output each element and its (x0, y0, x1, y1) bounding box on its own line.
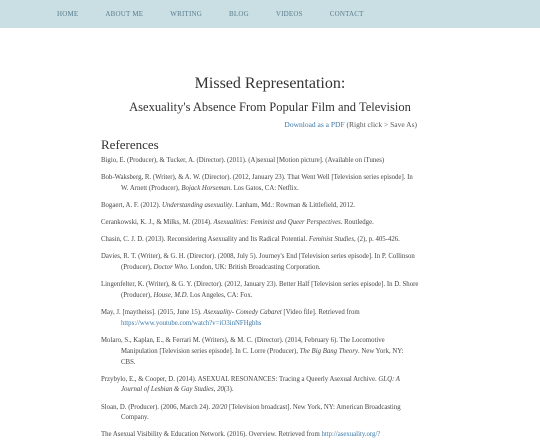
reference-link[interactable]: https://www.youtube.com/watch?v=iO3inNFHgbhs (121, 319, 262, 327)
reference-item: Davies, R. T. (Writer), & G. H. (Director). (2008, July 5). Journey's End [Television series episode]. In P. Collinson (Producer), Doctor Who. London, UK: British Broadcasting Corporation. (101, 253, 415, 272)
reference-item: Sloan, D. (Producer). (2006, March 24). 20/20 [Television broadcast]. New York, NY: American Broadcasting Company. (101, 403, 401, 422)
pdf-save-note: (Right click > Save As) (346, 120, 417, 129)
reference-item: May, J. [maytheiss]. (2015, June 15). Asexuality- Comedy Cabaret [Video file]. Retrieved from https://www.youtube.com/watch?v=iO3inNFHgbhs (101, 309, 360, 327)
reference-item: Bigio, E. (Producer), & Tucker, A. (Director). (2011). (A)sexual [Motion picture]. (Available on iTunes) (101, 157, 385, 164)
nav-blog-link[interactable]: BLOG (229, 10, 249, 18)
reference-item: Bob-Waksberg, R. (Writer), & A. W. (Director). (2012, January 23). That Went Well [Television series episode]. In W. Arnett (Producer), Bojack Horseman. Los Gatos, CA: Netflix. (101, 174, 413, 192)
nav-about-me-link[interactable]: ABOUT ME (105, 10, 144, 18)
reference-item: The Asexual Visibility & Education Network. (2016). Overview. Retrieved from http://asexuality.org/? (101, 431, 381, 439)
nav-contact-link[interactable]: CONTACT (329, 10, 364, 18)
reference-link[interactable]: http://asexuality.org/? (321, 431, 381, 439)
reference-item: Bogaert, A. F. (2012). Understanding asexuality. Lanham, Md.: Rowman & Littlefield, 2012. (101, 201, 355, 209)
reference-item: Molaro, S., Kaplan, E., & Ferrari M. (Writers), & M. C. (Director). (2014, February 6). The Locomotive Manipulation [Television series episode]. In C. Lorre (Producer), The Big Bang Theory. New York, NY: CBS. (101, 336, 404, 366)
nav-writing-link[interactable]: WRITING (170, 10, 202, 18)
reference-item: Chasin, C. J. D. (2013). Reconsidering Asexuality and Its Radical Potential. Feminist Studies, (2), p. 405-426. (101, 236, 400, 244)
references-list (101, 156, 419, 448)
download-pdf-link[interactable]: Download as a PDF (284, 120, 345, 129)
page-title: Missed Representation: (194, 75, 346, 92)
reference-item: Przybylo, E., & Cooper, D. (2014). ASEXUAL RESONANCES: Tracing a Queerly Asexual Archive. GLQ: A Journal of Lesbian & Gay Studies, 20(3). (101, 375, 400, 394)
pdf-download-line (284, 120, 417, 129)
references-heading: References (101, 137, 159, 152)
page-subtitle: Asexuality's Absence From Popular Film and Television (129, 100, 411, 114)
nav-home-link[interactable]: HOME (57, 10, 79, 18)
reference-item: Cerankowski, K. J., & Milks, M. (2014). Asexualities: Feminist and Queer Perspectives. Routledge. (101, 219, 374, 227)
reference-item: Lingenfelter, K. (Writer), & G. Y. (Director). (2012, January 23). Better Half [Television series episode]. In D. Shore (Producer), House, M.D. Los Angeles, CA: Fox. (101, 281, 419, 299)
top-navigation-bar (0, 0, 540, 28)
nav-videos-link[interactable]: VIDEOS (275, 10, 303, 18)
